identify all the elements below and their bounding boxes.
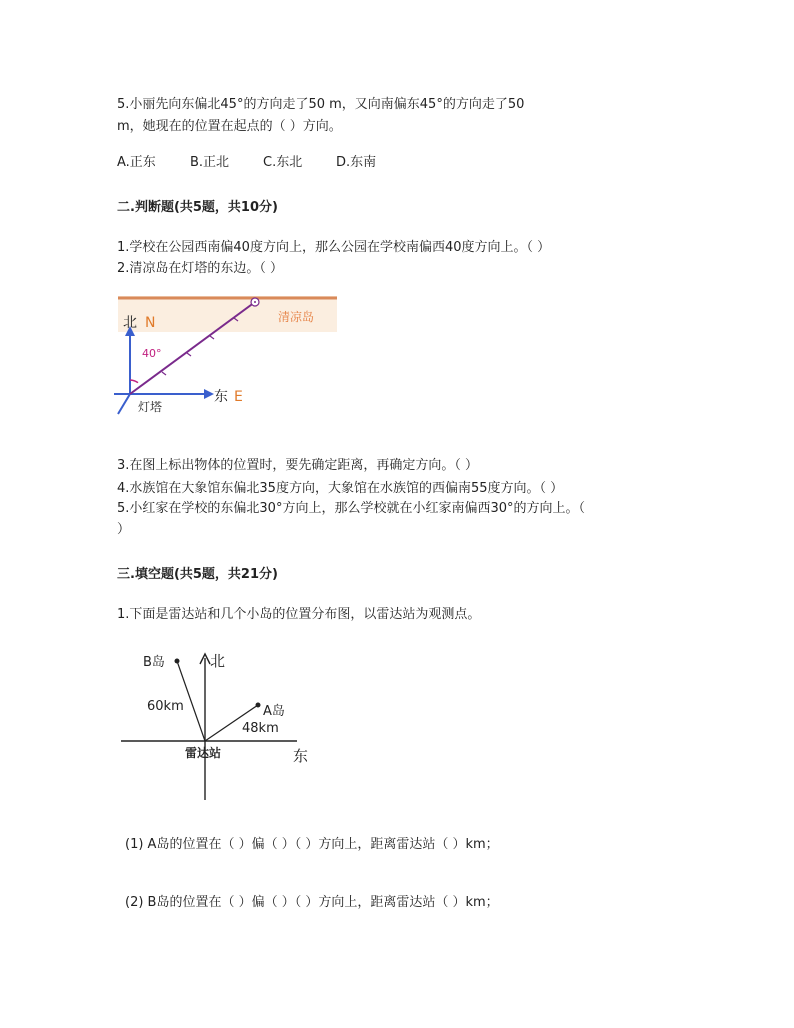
b-island-point bbox=[175, 659, 180, 664]
east-en-label: E bbox=[234, 389, 243, 405]
ray-tick bbox=[162, 372, 166, 375]
north-label: 北 bbox=[210, 652, 226, 670]
fill-question-1: 1.下面是雷达站和几个小岛的位置分布图，以雷达站为观测点。 bbox=[117, 607, 481, 622]
lighthouse-label: 灯塔 bbox=[138, 400, 163, 414]
judge-item-4: 4.水族馆在大象馆东偏北35度方向，大象馆在水族馆的西偏南55度方向。（ ） bbox=[117, 481, 564, 496]
option-c: C.东北 bbox=[263, 155, 303, 170]
north-en-label: N bbox=[145, 315, 156, 331]
ray-tick bbox=[187, 353, 191, 356]
north-cn-label: 北 bbox=[123, 315, 137, 331]
b-distance-label: 60km bbox=[147, 699, 184, 714]
question-5-line-2: m，她现在的位置在起点的（ ）方向。 bbox=[117, 119, 342, 134]
island-label: 清凉岛 bbox=[278, 310, 315, 324]
angle-label: 40° bbox=[142, 347, 162, 360]
judge-item-2: 2.清凉岛在灯塔的东边。（ ） bbox=[117, 261, 284, 276]
east-arrow bbox=[204, 389, 214, 399]
section-2-title: 二.判断题(共5题，共10分) bbox=[117, 200, 278, 215]
judge-item-5: 5.小红家在学校的东偏北30°方向上，那么学校就在小红家南偏西30°的方向上。（ bbox=[117, 501, 585, 516]
axis-tail bbox=[118, 394, 130, 414]
lighthouse-figure bbox=[110, 294, 345, 426]
ray-tick bbox=[210, 336, 214, 339]
fill-sub-1: (1) A岛的位置在（ ）偏（ ）（ ）方向上，距离雷达站（ ）km； bbox=[125, 837, 499, 852]
east-label: 东 bbox=[293, 747, 309, 765]
fill-sub-2: (2) B岛的位置在（ ）偏（ ）（ ）方向上，距离雷达站（ ）km； bbox=[125, 895, 499, 910]
option-a: A.正东 bbox=[117, 155, 156, 170]
judge-item-5-close: ） bbox=[117, 522, 131, 537]
a-distance-label: 48km bbox=[242, 721, 279, 736]
section-3-title: 三.填空题(共5题，共21分) bbox=[117, 567, 278, 582]
judge-item-3: 3.在图上标出物体的位置时，要先确定距离，再确定方向。（ ） bbox=[117, 458, 479, 473]
radar-figure bbox=[115, 642, 320, 804]
b-island-label: B岛 bbox=[143, 655, 165, 670]
a-island-label: A岛 bbox=[263, 704, 285, 719]
judge-item-1: 1.学校在公园西南偏40度方向上，那么公园在学校南偏西40度方向上。（ ） bbox=[117, 240, 551, 255]
option-b: B.正北 bbox=[190, 155, 230, 170]
question-5-line-1: 5.小丽先向东偏北45°的方向走了50 m，又向南偏东45°的方向走了50 bbox=[117, 97, 525, 112]
a-island-point bbox=[256, 703, 261, 708]
angle-arc bbox=[130, 380, 138, 383]
option-d: D.东南 bbox=[336, 155, 377, 170]
radar-station-label: 雷达站 bbox=[185, 746, 222, 760]
east-cn-label: 东 bbox=[214, 389, 228, 405]
